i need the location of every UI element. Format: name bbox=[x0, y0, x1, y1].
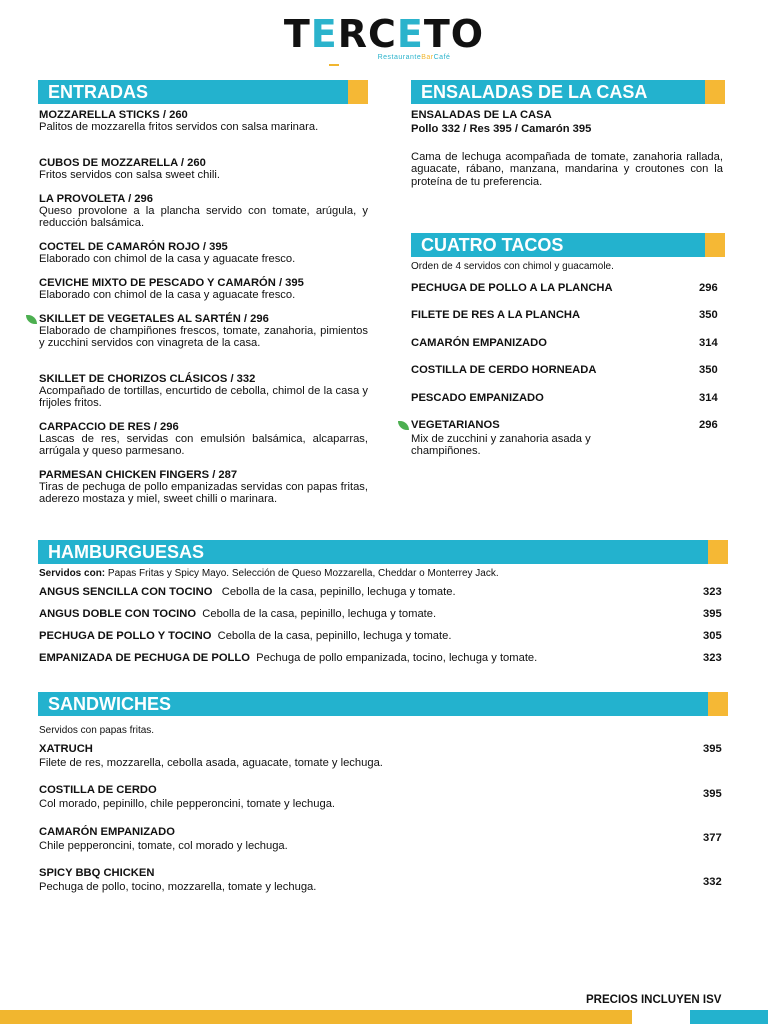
sandwich-price: 395 bbox=[703, 788, 722, 800]
taco-price: 350 bbox=[699, 309, 718, 321]
header-accent bbox=[705, 233, 725, 257]
ensalada-name: ENSALADAS DE LA CASA bbox=[411, 109, 552, 121]
taco-price: 350 bbox=[699, 364, 718, 376]
entrada-desc: Palitos de mozzarella fritos servidos con salsa marinara. bbox=[39, 121, 319, 133]
taco-name: PESCADO EMPANIZADO bbox=[411, 392, 544, 404]
entrada-name: SKILLET DE CHORIZOS CLÁSICOS / 332 bbox=[39, 373, 256, 385]
burger-row bbox=[39, 652, 694, 664]
section-header-tacos: CUATRO TACOS bbox=[411, 233, 725, 257]
entrada-name: CUBOS DE MOZZARELLA / 260 bbox=[39, 157, 206, 169]
entrada-name: COCTEL DE CAMARÓN ROJO / 395 bbox=[39, 241, 228, 253]
burger-name: PECHUGA DE POLLO Y TOCINO bbox=[39, 630, 212, 642]
taco-name: VEGETARIANOS bbox=[411, 419, 500, 431]
taco-price: 314 bbox=[699, 337, 718, 349]
section-header-sandwiches: SANDWICHES bbox=[38, 692, 728, 716]
taco-name: FILETE DE RES A LA PLANCHA bbox=[411, 309, 581, 321]
sandwich-price: 377 bbox=[703, 832, 722, 844]
sandwiches-note: Servidos con papas fritas. bbox=[39, 725, 155, 736]
taco-price: 296 bbox=[699, 419, 718, 431]
taco-price: 296 bbox=[699, 282, 718, 294]
burger-desc: Pechuga de pollo empanizada, tocino, lechuga y tomate. bbox=[256, 652, 538, 664]
vegetarian-leaf-icon bbox=[398, 421, 409, 430]
burger-price: 395 bbox=[703, 608, 722, 620]
ensalada-desc: Cama de lechuga acompañada de tomate, zanahoria rallada, aguacate, rábano, manzana, mandarina y croutones con la proteína de tu preferencia. bbox=[411, 151, 723, 188]
taco-price: 314 bbox=[699, 392, 718, 404]
header-accent bbox=[705, 80, 725, 104]
burger-row bbox=[39, 608, 689, 620]
section-header-ensaladas: ENSALADAS DE LA CASA bbox=[411, 80, 725, 104]
footer-stripe-yellow bbox=[0, 1010, 632, 1024]
restaurant-logo bbox=[0, 12, 768, 61]
section-header-entradas: ENTRADAS bbox=[38, 80, 368, 104]
vegetarian-leaf-icon bbox=[26, 315, 37, 324]
header-accent bbox=[708, 540, 728, 564]
header-accent bbox=[708, 692, 728, 716]
taco-desc: Mix de zucchini y zanahoria asada y champiñones. bbox=[411, 433, 591, 458]
entrada-name: MOZZARELLA STICKS / 260 bbox=[39, 109, 188, 121]
entrada-desc: Lascas de res, servidas con emulsión balsámica, alcaparras, arrúgala y queso parmesano. bbox=[39, 433, 368, 458]
sandwich-name: COSTILLA DE CERDO bbox=[39, 784, 157, 796]
taco-name: PECHUGA DE POLLO A LA PLANCHA bbox=[411, 282, 613, 294]
ensalada-prices: Pollo 332 / Res 395 / Camarón 395 bbox=[411, 123, 592, 135]
burger-desc: Cebolla de la casa, pepinillo, lechuga y tomate. bbox=[221, 586, 456, 598]
entrada-desc: Fritos servidos con salsa sweet chili. bbox=[39, 169, 220, 181]
entrada-desc: Elaborado con chimol de la casa y aguacate fresco. bbox=[39, 253, 296, 265]
entrada-desc: Queso provolone a la plancha servido con tomate, arúgula, y reducción balsámica. bbox=[39, 205, 368, 230]
sandwich-name: SPICY BBQ CHICKEN bbox=[39, 867, 155, 879]
burger-name: ANGUS SENCILLA CON TOCINO bbox=[39, 586, 213, 598]
header-accent bbox=[348, 80, 368, 104]
entrada-desc: Acompañado de tortillas, encurtido de cebolla, chimol de la casa y frijoles fritos. bbox=[39, 385, 368, 410]
section-header-hamburguesas: HAMBURGUESAS bbox=[38, 540, 728, 564]
burger-name: ANGUS DOBLE CON TOCINO bbox=[39, 608, 197, 620]
entrada-desc: Tiras de pechuga de pollo empanizadas servidas con papas fritas, aderezo mostaza y miel, sweet chilli o marinara. bbox=[39, 481, 368, 506]
logo-tagline: RestauranteBarCafé bbox=[377, 54, 451, 61]
entrada-name: CEVICHE MIXTO DE PESCADO Y CAMARÓN / 395 bbox=[39, 277, 304, 289]
taco-name: COSTILLA DE CERDO HORNEADA bbox=[411, 364, 597, 376]
logo-wordmark: TERCETO bbox=[283, 12, 485, 56]
tacos-note: Orden de 4 servidos con chimol y guacamole. bbox=[411, 261, 614, 272]
sandwich-desc: Pechuga de pollo, tocino, mozzarella, tomate y lechuga. bbox=[39, 881, 317, 893]
entrada-desc: Elaborado con chimol de la casa y aguacate fresco. bbox=[39, 289, 296, 301]
entrada-name: SKILLET DE VEGETALES AL SARTÉN / 296 bbox=[39, 313, 269, 325]
price-disclaimer: PRECIOS INCLUYEN ISV bbox=[586, 994, 722, 1006]
sandwich-desc: Col morado, pepinillo, chile pepperoncini, tomate y lechuga. bbox=[39, 798, 336, 810]
burger-price: 305 bbox=[703, 630, 722, 642]
burger-price: 323 bbox=[703, 652, 722, 664]
sandwich-desc: Filete de res, mozzarella, cebolla asada, aguacate, tomate y lechuga. bbox=[39, 757, 383, 769]
sandwich-name: CAMARÓN EMPANIZADO bbox=[39, 826, 175, 838]
sandwich-price: 332 bbox=[703, 876, 722, 888]
logo-underline bbox=[329, 64, 339, 66]
burger-price: 323 bbox=[703, 586, 722, 598]
burger-row bbox=[39, 586, 689, 598]
taco-name: CAMARÓN EMPANIZADO bbox=[411, 337, 547, 349]
burger-row bbox=[39, 630, 689, 642]
burger-desc: Cebolla de la casa, pepinillo, lechuga y tomate. bbox=[202, 608, 437, 620]
sandwich-desc: Chile pepperoncini, tomate, col morado y lechuga. bbox=[39, 840, 288, 852]
burger-name: EMPANIZADA DE PECHUGA DE POLLO bbox=[39, 652, 250, 664]
footer-stripe-blue bbox=[690, 1010, 768, 1024]
entrada-name: CARPACCIO DE RES / 296 bbox=[39, 421, 179, 433]
entrada-name: LA PROVOLETA / 296 bbox=[39, 193, 153, 205]
burger-desc: Cebolla de la casa, pepinillo, lechuga y tomate. bbox=[217, 630, 452, 642]
sandwich-price: 395 bbox=[703, 743, 722, 755]
sandwich-name: XATRUCH bbox=[39, 743, 93, 755]
entrada-desc: Elaborado de champiñones frescos, tomate, zanahoria, pimientos y zucchini servidos con vinagreta de la casa. bbox=[39, 325, 368, 350]
hamburguesas-note: Servidos con: Papas Fritas y Spicy Mayo. Selección de Queso Mozzarella, Cheddar o Monterrey Jack. bbox=[39, 568, 499, 579]
entrada-name: PARMESAN CHICKEN FINGERS / 287 bbox=[39, 469, 238, 481]
